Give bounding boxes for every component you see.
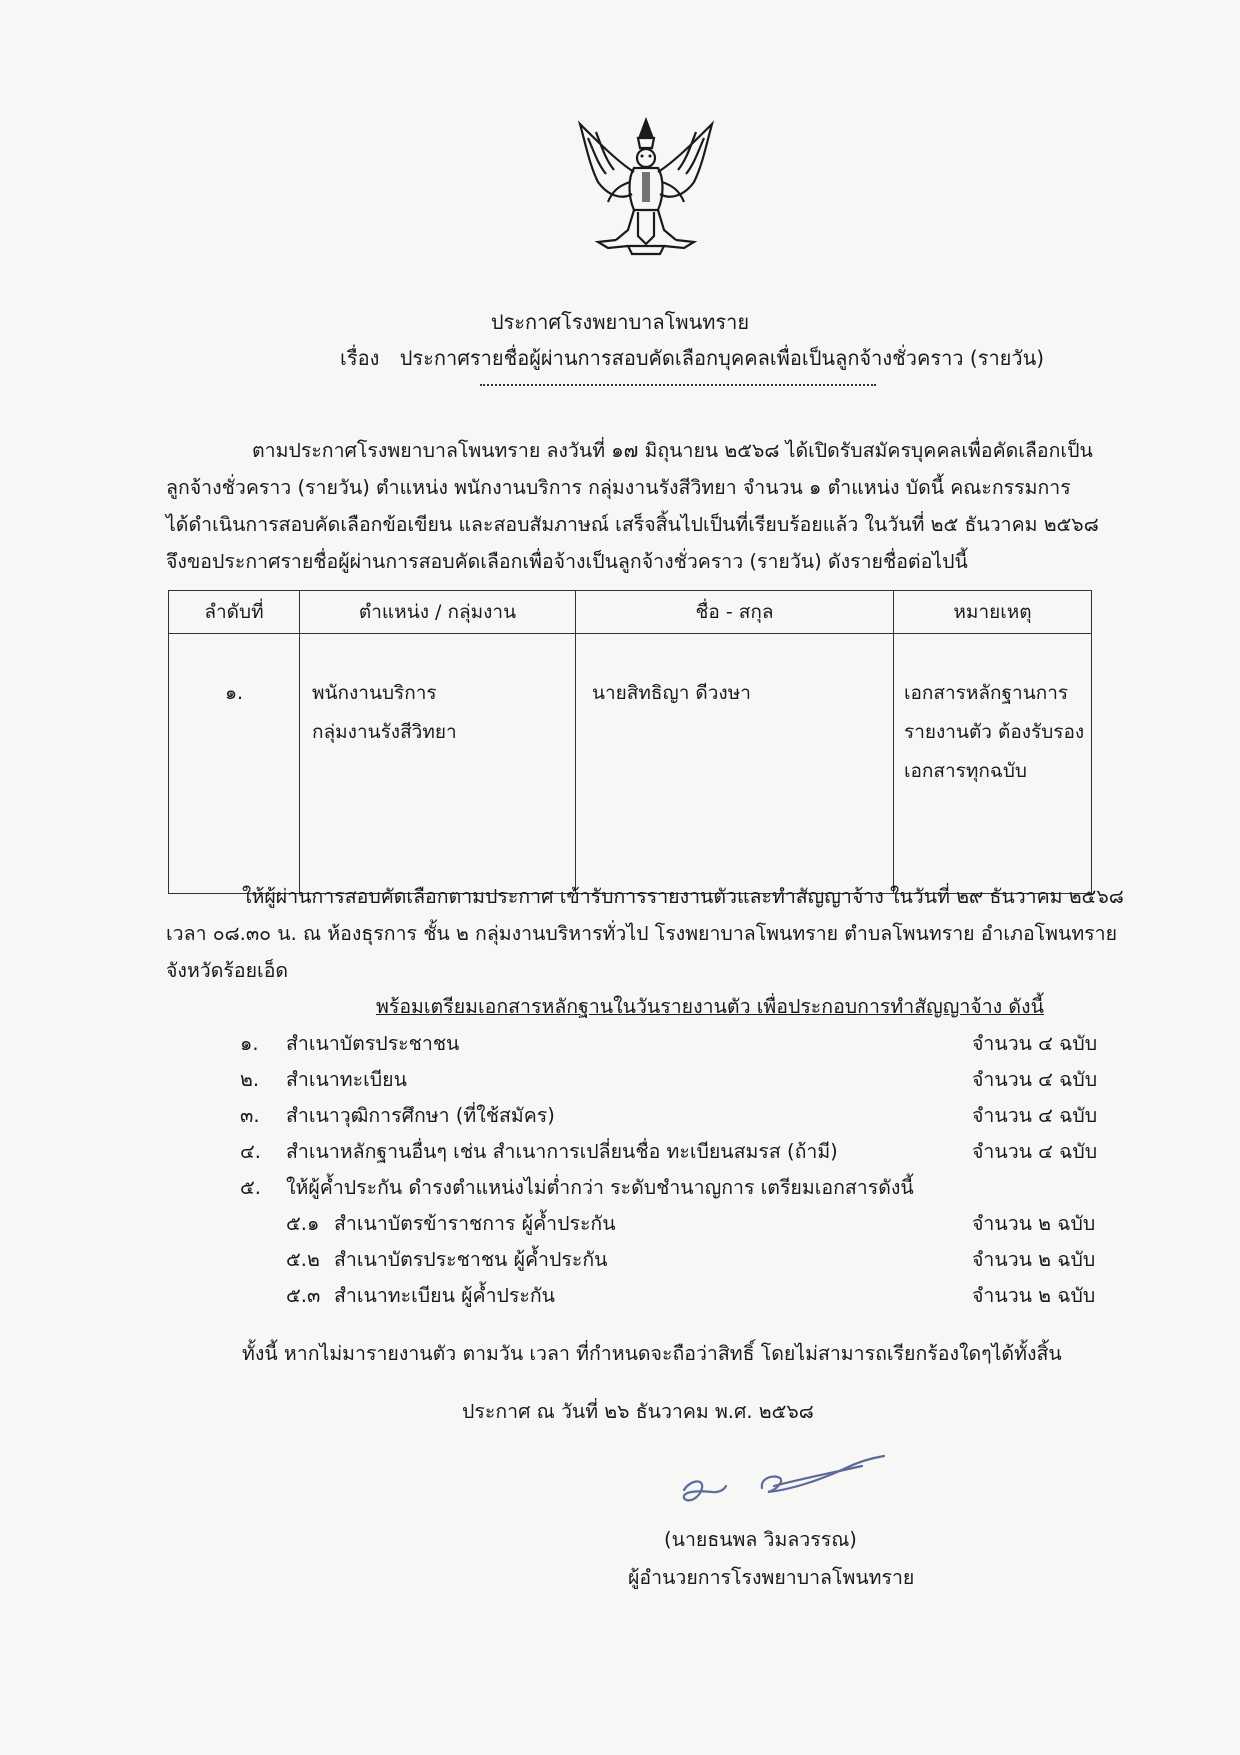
item-quantity: จำนวน ๔ ฉบับ [972, 1068, 1098, 1091]
item-quantity: จำนวน ๔ ฉบับ [972, 1104, 1098, 1127]
note-line: เอกสารหลักฐานการ [904, 682, 1069, 704]
table-row [169, 634, 1092, 894]
sub-list-item [240, 1206, 1120, 1242]
item-text: สำเนาหลักฐานอื่นๆ เช่น สำเนาการเปลี่ยนชื่อ ทะเบียนสมรส (ถ้ามี) [286, 1140, 838, 1163]
item-number: ๓. [240, 1104, 260, 1127]
signer-title: ผู้อำนวยการโรงพยาบาลโพนทราย [628, 1566, 915, 1589]
report-line: ให้ผู้ผ่านการสอบคัดเลือกตามประกาศ เข้ารับการรายงานตัวและทำสัญญาจ้าง ในวันที่ ๒๙ ธันวาคม ๒๕๖๘ [242, 885, 1124, 908]
item-text: สำเนาบัตรประชาชน [286, 1032, 460, 1055]
documents-heading: พร้อมเตรียมเอกสารหลักฐานในวันรายงานตัว เพื่อประกอบการทำสัญญาจ้าง ดังนี้ [376, 995, 1044, 1018]
announcement-subject [340, 342, 1100, 374]
garuda-emblem-icon [568, 112, 724, 262]
sub-item-quantity: จำนวน ๒ ฉบับ [972, 1212, 1096, 1235]
list-item [240, 1134, 1120, 1170]
sub-item-text: สำเนาบัตรข้าราชการ ผู้ค้ำประกัน [334, 1212, 616, 1235]
item-quantity: จำนวน ๔ ฉบับ [972, 1032, 1098, 1055]
column-header-name: ชื่อ - สกุล [576, 591, 894, 634]
subject-label: เรื่อง [340, 346, 380, 370]
note-line: เอกสารทุกฉบับ [904, 760, 1027, 782]
list-item [240, 1026, 1120, 1062]
item-number: ๒. [240, 1068, 260, 1091]
dotted-divider [480, 384, 876, 386]
item-number: ๔. [240, 1140, 261, 1163]
column-header-note: หมายเหตุ [894, 591, 1092, 634]
cell-note [894, 634, 1092, 894]
position-group: กลุ่มงานรังสีวิทยา [312, 721, 457, 743]
table-header-row [169, 591, 1092, 634]
passed-candidates-table [168, 590, 1092, 894]
list-item [240, 1170, 1120, 1206]
sub-item-number: ๕.๑ [286, 1212, 320, 1235]
signer-name: (นายธนพล วิมลวรรณ) [664, 1528, 857, 1551]
sub-item-number: ๕.๓ [286, 1284, 321, 1307]
sub-item-quantity: จำนวน ๒ ฉบับ [972, 1284, 1096, 1307]
sub-item-text: สำเนาทะเบียน ผู้ค้ำประกัน [334, 1284, 556, 1307]
handwritten-signature-icon [676, 1448, 890, 1518]
sub-list-item [240, 1278, 1120, 1314]
item-text: สำเนาทะเบียน [286, 1068, 407, 1091]
item-number: ๑. [240, 1032, 259, 1055]
list-item [240, 1098, 1120, 1134]
sub-item-text: สำเนาบัตรประชาชน ผู้ค้ำประกัน [334, 1248, 608, 1271]
announcement-date: ประกาศ ณ วันที่ ๒๖ ธันวาคม พ.ศ. ๒๕๖๘ [462, 1400, 814, 1423]
documents-list [240, 1026, 1120, 1314]
item-text: ให้ผู้ค้ำประกัน ดำรงตำแหน่งไม่ต่ำกว่า ระดับชำนาญการ เตรียมเอกสารดังนี้ [286, 1176, 914, 1199]
item-text: สำเนาวุฒิการศึกษา (ที่ใช้สมัคร) [286, 1104, 555, 1127]
position-title: พนักงานบริการ [312, 682, 437, 704]
intro-line: ได้ดำเนินการสอบคัดเลือกข้อเขียน และสอบสัมภาษณ์ เสร็จสิ้นไปเป็นที่เรียบร้อยแล้ว ในวันที่ ๒๕ ธันวาคม ๒๕๖๘ [166, 513, 1099, 536]
report-paragraph [166, 878, 1126, 989]
subject-text: ประกาศรายชื่อผู้ผ่านการสอบคัดเลือกบุคคลเพื่อเป็นลูกจ้างชั่วคราว (รายวัน) [399, 346, 1045, 370]
column-header-order: ลำดับที่ [169, 591, 300, 634]
sub-list-item [240, 1242, 1120, 1278]
sub-item-number: ๕.๒ [286, 1248, 320, 1271]
report-line: เวลา ๐๘.๓๐ น. ณ ห้องธุรการ ชั้น ๒ กลุ่มงานบริหารทั่วไป โรงพยาบาลโพนทราย ตำบลโพนทราย อำเภอโพนทราย [166, 922, 1118, 945]
closing-statement: ทั้งนี้ หากไม่มารายงานตัว ตามวัน เวลา ที่กำหนดจะถือว่าสิทธิ์ โดยไม่สามารถเรียกร้องใดๆได้ทั้งสิ้น [242, 1342, 1062, 1365]
column-header-position: ตำแหน่ง / กลุ่มงาน [300, 591, 576, 634]
list-item [240, 1062, 1120, 1098]
announcement-title: ประกาศโรงพยาบาลโพนทราย [490, 310, 750, 334]
item-quantity: จำนวน ๔ ฉบับ [972, 1140, 1098, 1163]
intro-line: จึงขอประกาศรายชื่อผู้ผ่านการสอบคัดเลือกเพื่อจ้างเป็นลูกจ้างชั่วคราว (รายวัน) ดังรายชื่อต่อไปนี้ [166, 550, 968, 573]
cell-name: นายสิทธิญา ดีวงษา [576, 634, 894, 894]
intro-line: ลูกจ้างชั่วคราว (รายวัน) ตำแหน่ง พนักงานบริการ กลุ่มงานรังสีวิทยา จำนวน ๑ ตำแหน่ง บัดนี้ คณะกรรมการ [166, 476, 1071, 499]
note-line: รายงานตัว ต้องรับรอง [904, 721, 1085, 743]
cell-order: ๑. [169, 634, 300, 894]
cell-position [300, 634, 576, 894]
intro-paragraph [166, 432, 1126, 580]
item-number: ๕. [240, 1176, 261, 1199]
intro-line: ตามประกาศโรงพยาบาลโพนทราย ลงวันที่ ๑๗ มิถุนายน ๒๕๖๘ ได้เปิดรับสมัครบุคคลเพื่อคัดเลือกเป็น [252, 439, 1093, 462]
report-line: จังหวัดร้อยเอ็ด [166, 959, 289, 982]
sub-item-quantity: จำนวน ๒ ฉบับ [972, 1248, 1096, 1271]
